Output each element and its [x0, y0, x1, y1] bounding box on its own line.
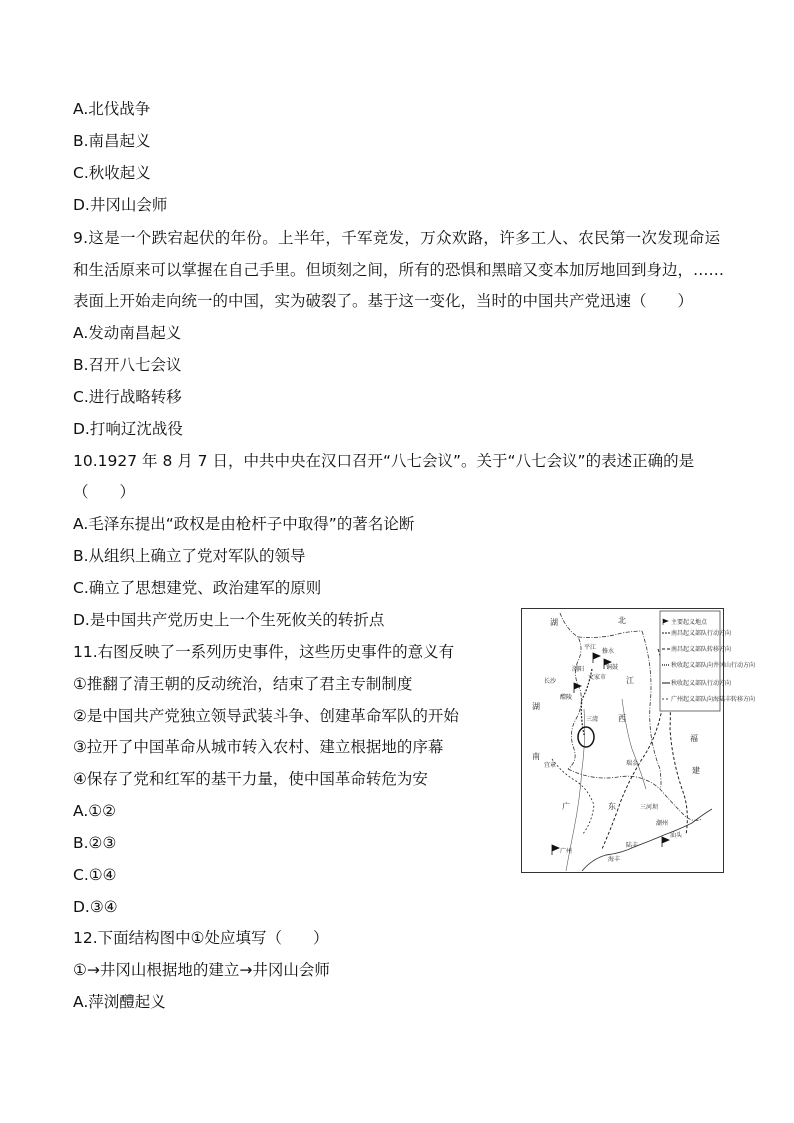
legend-item: 主要起义地点: [671, 619, 708, 626]
q12-option-a: A.萍浏醴起义: [73, 993, 166, 1011]
river: [622, 699, 646, 789]
q10-option-b: B.从组织上确立了党对军队的领导: [73, 547, 306, 565]
route-guangzhou: [552, 759, 594, 835]
map-place-label: 瑞金: [626, 760, 639, 767]
map-region-label: 广: [562, 802, 570, 811]
q10-stem-line-1: 10.1927 年 8 月 7 日，中共中央在汉口召开“八七会议”。关于“八七会议”的表述正确的是: [73, 452, 695, 470]
q10-option-c: C.确立了思想建党、政治建军的原则: [73, 579, 322, 597]
legend-item: 秋收起义部队行动方向: [671, 680, 732, 687]
q10-stem-line-2: （ ）: [73, 483, 136, 501]
map-region-label: 西: [618, 714, 626, 723]
province-border-north: [578, 631, 642, 638]
q8-option-d: D.井冈山会师: [73, 196, 168, 214]
q11-option-d: D.③④: [73, 898, 118, 916]
map-place-label: 文家市: [588, 674, 607, 681]
historical-map: [521, 608, 756, 873]
map-place-label: 陆丰: [626, 842, 639, 849]
jinggangshan-marker: [578, 727, 594, 747]
map-place-label: 铜鼓: [606, 664, 619, 671]
map-region-label: 福: [690, 734, 698, 743]
map-place-label: 三河坝: [640, 804, 659, 811]
q11-stem: 11.右图反映了一系列历史事件，这些历史事件的意义有: [73, 643, 455, 661]
map-place-label: 修水: [602, 648, 615, 655]
province-border-south: [568, 769, 702, 820]
q11-option-a: A.①②: [73, 802, 117, 820]
map-region-label: 湖: [532, 702, 540, 711]
q8-option-b: B.南昌起义: [73, 132, 151, 150]
q11-statement-4: ④保存了党和红军的基干力量，使中国革命转危为安: [73, 770, 428, 788]
q9-stem-line-2: 和生活原来可以掌握在自己手里。但顷刻之间，所有的恐惧和黑暗又变本加厉地回到身边，……: [73, 261, 725, 279]
q12-structure: ①→井冈山根据地的建立→井冈山会师: [73, 961, 330, 979]
q11-option-c: C.①④: [73, 866, 117, 884]
map-region-label: 建: [692, 766, 700, 775]
q11-statement-3: ③拉开了中国革命从城市转入农村、建立根据地的序幕: [73, 738, 444, 756]
q9-option-d: D.打响辽沈战役: [73, 420, 183, 438]
map-place-label: 醴陵: [560, 694, 573, 701]
q8-option-a: A.北伐战争: [73, 100, 151, 118]
q9-stem-line-3: 表面上开始走向统一的中国，实为破裂了。基于这一变化，当时的中国共产党迅速（ ）: [73, 292, 694, 310]
map-region-label: 北: [618, 616, 626, 625]
legend-item: 南昌起义部队转移方向: [671, 646, 732, 653]
map-place-label: 汕头: [670, 832, 683, 839]
map-region-label: 江: [626, 676, 634, 685]
q10-option-a: A.毛泽东提出“政权是由枪杆子中取得”的著名论断: [73, 515, 415, 533]
map-region-label: 湖: [550, 618, 558, 627]
q9-option-c: C.进行战略转移: [73, 388, 182, 406]
q12-stem: 12.下面结构图中①处应填写（ ）: [73, 929, 329, 947]
map-place-label: 浏阳: [572, 666, 585, 673]
legend-item: 广州起义部队向海陆丰转移方向: [671, 696, 756, 703]
q9-option-b: B.召开八七会议: [73, 356, 182, 374]
map-region-label: 南: [532, 752, 540, 761]
province-border-west: [560, 613, 581, 769]
q8-option-c: C.秋收起义: [73, 164, 151, 182]
legend-item: 南昌起义部队行动方向: [671, 630, 732, 637]
q9-option-a: A.发动南昌起义: [73, 324, 182, 342]
map-region-label: 东: [608, 802, 616, 811]
map-place-label: 潮州: [656, 820, 669, 827]
q11-option-b: B.②③: [73, 834, 117, 852]
river: [566, 709, 585, 871]
q9-stem-line-1: 9.这是一个跌宕起伏的年份。上半年，千军竞发，万众欢路，许多工人、农民第一次发现命运: [73, 229, 721, 247]
map-place-label: 三湾: [586, 716, 599, 723]
q11-statement-1: ①推翻了清王朝的反动统治，结束了君主专制制度: [73, 675, 413, 693]
uprising-flags: [552, 653, 669, 855]
q10-option-d: D.是中国共产党历史上一个生死攸关的转折点: [73, 611, 385, 629]
map-place-label: 平江: [584, 644, 597, 651]
q11-statement-2: ②是中国共产党独立领导武装斗争、创建革命军队的开始: [73, 707, 459, 725]
map-place-label: 宜章: [544, 762, 557, 769]
map-place-label: 海丰: [608, 856, 621, 863]
coastline: [582, 809, 712, 871]
province-border-east: [642, 631, 661, 789]
map-place-label: 广州: [560, 848, 573, 855]
map-place-label: 长沙: [544, 678, 557, 685]
legend-item: 秋收起义部队向井冈山行动方向: [671, 662, 756, 669]
